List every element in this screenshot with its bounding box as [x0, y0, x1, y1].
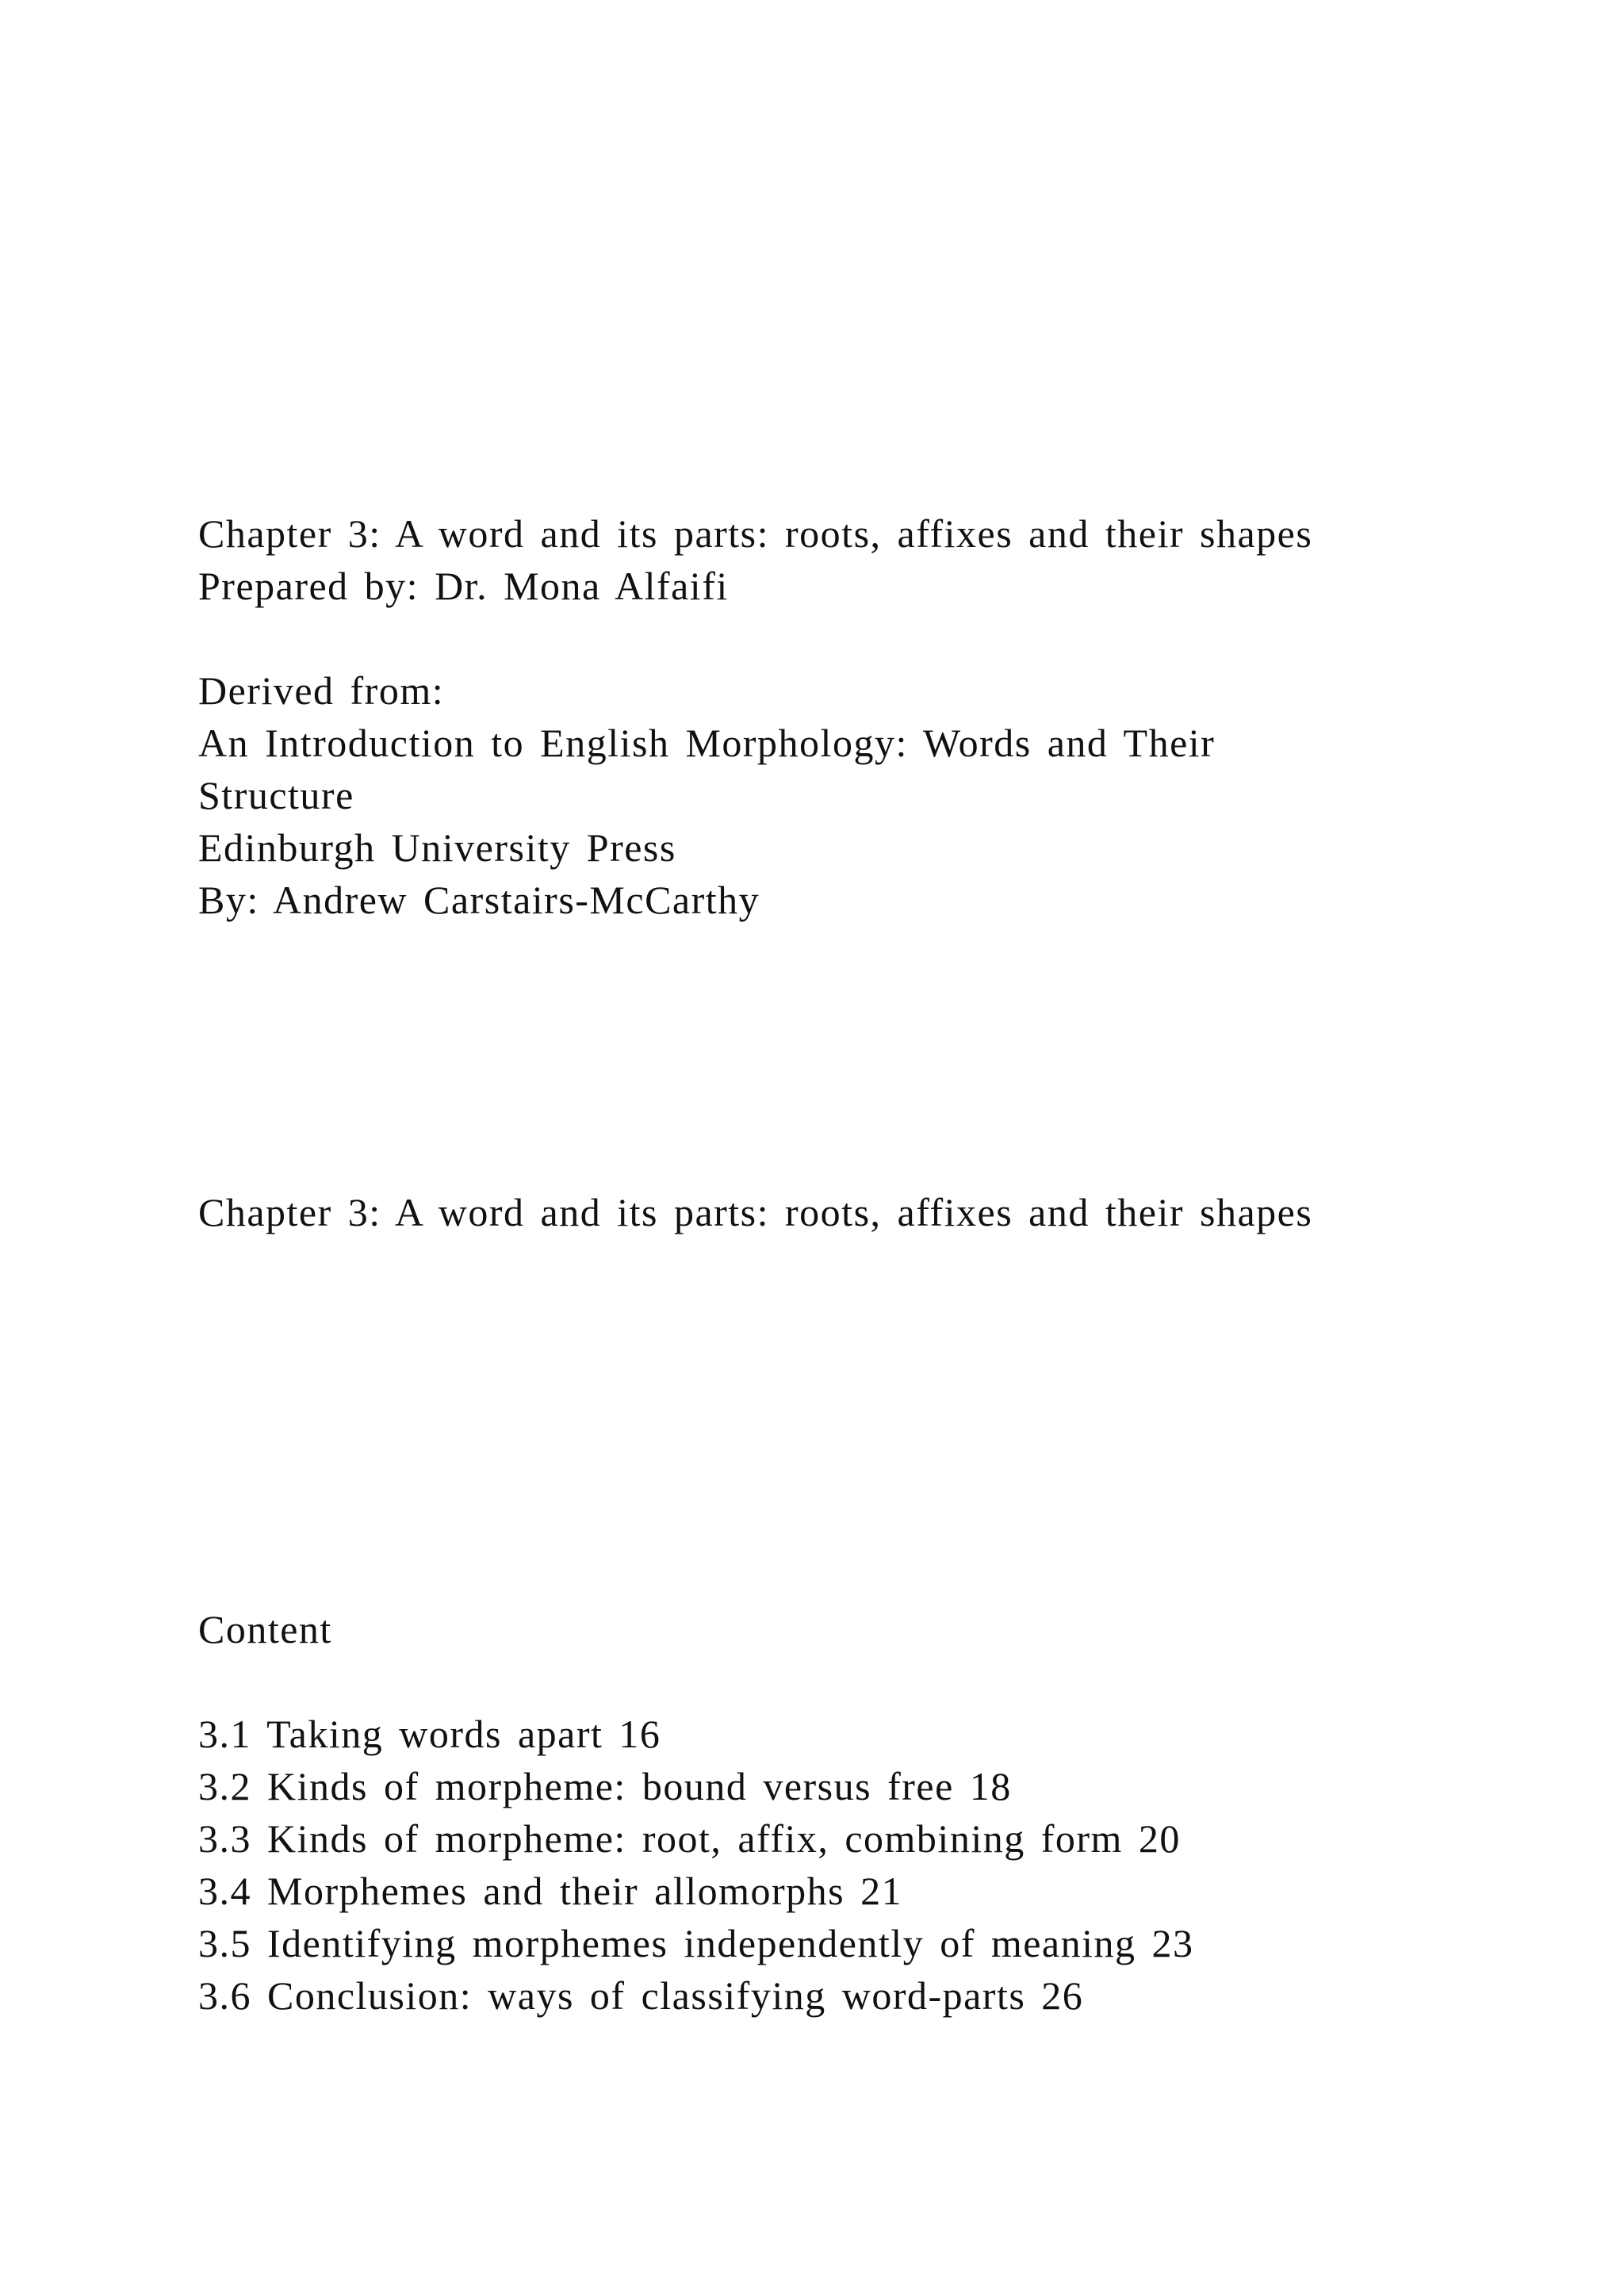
book-title-line-2: Structure [198, 773, 354, 817]
derived-from-label: Derived from: [198, 668, 445, 713]
contents-heading: Content [198, 1607, 332, 1651]
publisher: Edinburgh University Press [198, 825, 676, 870]
contents-item: 3.2 Kinds of morpheme: bound versus free 18 [198, 1764, 1012, 1808]
contents-item: 3.4 Morphemes and their allomorphs 21 [198, 1869, 903, 1913]
chapter-title: Chapter 3: A word and its parts: roots, affixes and their shapes [198, 511, 1313, 556]
contents-item: 3.6 Conclusion: ways of classifying word-parts 26 [198, 1973, 1084, 2018]
contents-item: 3.1 Taking words apart 16 [198, 1712, 661, 1756]
chapter-heading: Chapter 3: A word and its parts: roots, affixes and their shapes [198, 1190, 1313, 1234]
author: By: Andrew Carstairs-McCarthy [198, 878, 760, 922]
book-title-line-1: An Introduction to English Morphology: Words and Their [198, 721, 1216, 765]
prepared-by: Prepared by: Dr. Mona Alfaifi [198, 564, 729, 608]
contents-item: 3.5 Identifying morphemes independently of meaning 23 [198, 1921, 1194, 1965]
contents-item: 3.3 Kinds of morpheme: root, affix, combining form 20 [198, 1816, 1181, 1861]
